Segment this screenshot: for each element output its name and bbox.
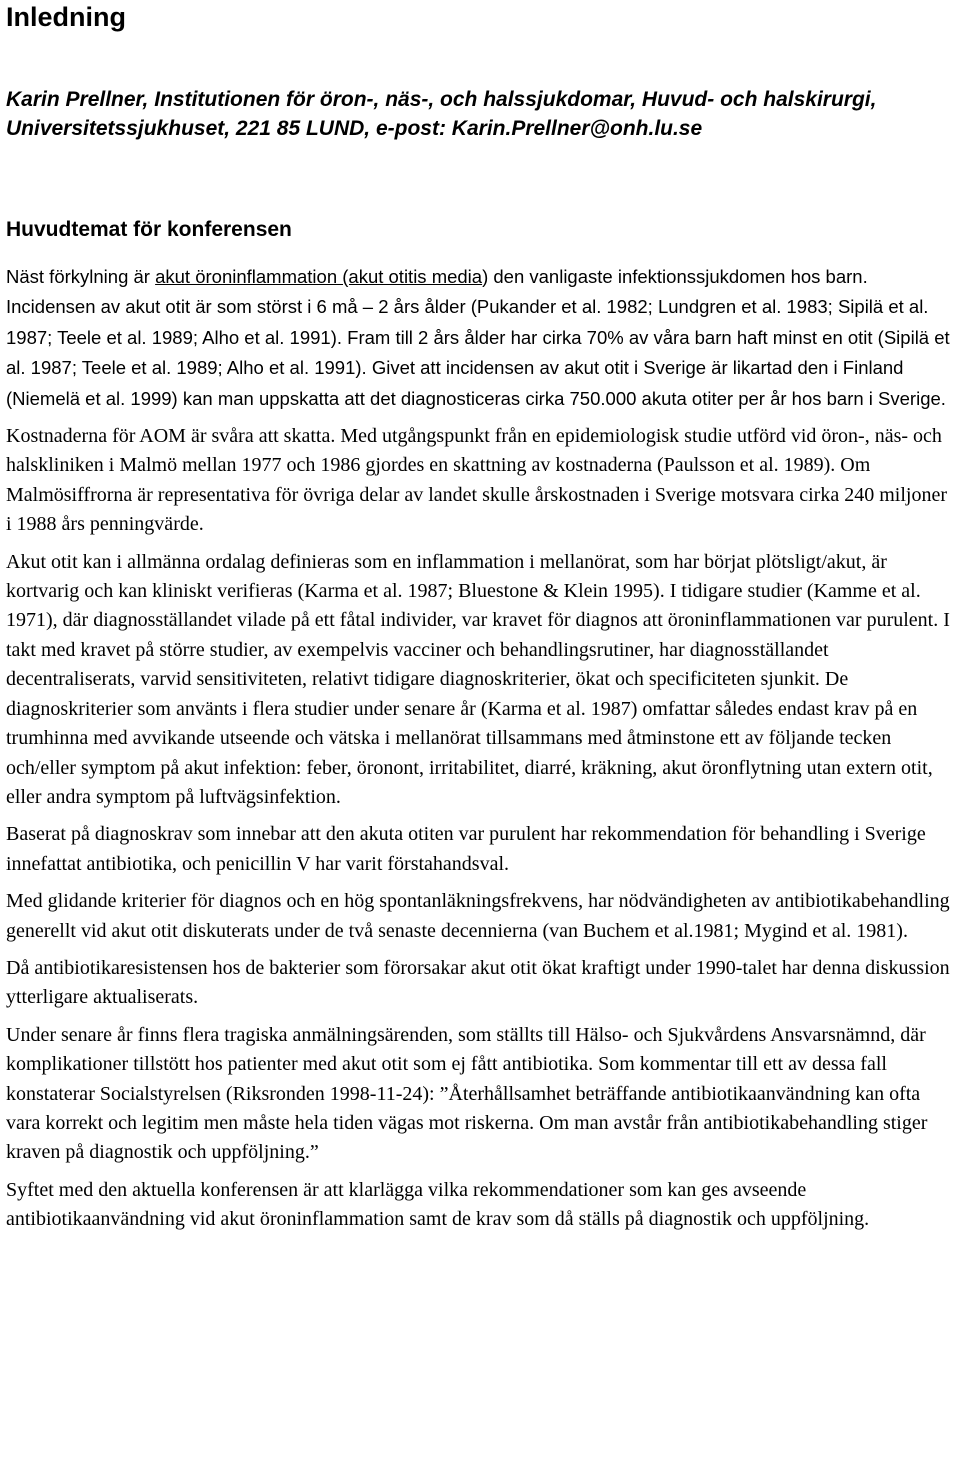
paragraph-text: Näst förkylning är <box>6 266 156 287</box>
page-title: Inledning <box>6 2 126 32</box>
paragraph-treatment: Baserat på diagnoskrav som innebar att den akuta otiten var purulent har rekommendation för behandling i Sverige innefattat antibiotika, och penicillin V har varit förstahandsval. <box>6 823 926 875</box>
paragraph-criteria: Med glidande kriterier för diagnos och en hög spontanläkningsfrekvens, har nödvändigheten av antibiotikabehandling generellt vid akut otit diskuterats under de två senaste decennierna (van Buchem et al.1981; Mygind et al. 1981). <box>6 890 950 942</box>
underlined-term: akut öroninflammation (akut otitis media <box>155 266 483 287</box>
paragraph-resistance: Då antibiotikaresistensen hos de bakterier som förorsakar akut otit ökat kraftigt under 1990-talet har denna diskussion ytterligare aktualiserats. <box>6 956 950 1009</box>
body-text <box>6 262 956 1243</box>
paragraph-text: ) den vanligaste infektionssjukdomen hos barn. <box>482 266 868 287</box>
paragraph-purpose: Syftet med den aktuella konferensen är att klarlägga vilka rekommendationer som kan ges avseende antibiotikaanvändning vid akut öroninflammation samt de krav som då ställs på diagnostik och uppföljning. <box>6 1178 870 1231</box>
paragraph-intro <box>6 262 956 414</box>
paragraph-cases: Under senare år finns flera tragiska anmälningsärenden, som ställts till Hälso- och Sjukvårdens Ansvarsnämnd, där komplikationer tillstött hos patienter med akut otit som ej fått antibiotika. Som kommentar till ett av dessa fall konstaterar Socialstyrelsen (Riksronden 1998-11-24): ”Återhållsamhet beträffande antibiotikaanvändning kan ofta vara korrekt och legitim men måste hela tiden vägas mot riskerna. Om man avstår från antibiotikabehandling stiger kraven på diagnostik och uppföljning.” <box>6 1023 928 1164</box>
author-affiliation: Karin Prellner, Institutionen för öron-, näs-, och halssjukdomar, Huvud- och halskirurgi, Universitetssjukhuset, 221 85 LUND, e-post: Karin.Prellner@onh.lu.se <box>6 88 877 140</box>
paragraph-text: Incidensen av akut otit är som störst i 6 må – 2 års ålder (Pukander et al. <box>6 296 602 318</box>
paragraph-costs: Kostnaderna för AOM är svåra att skatta. Med utgångspunkt från en epidemiologisk studie utförd vid öron-, näs- och halskliniken i Malmö mellan 1977 och 1986 gjordes en skattning av kostnaderna (Paulsson et al. 1989). Om Malmösiffrorna är representativa för övriga delar av landet skulle årskostnaden i Sverige motsvara cirka 240 miljoner i 1988 års penningvärde. <box>6 425 947 536</box>
paragraph-text: 1982; Lundgren et al. 1983; Sipilä et al. 1987; Teele et al. 1989; Alho et al. 1991). Fram till 2 års ålder har cirka 70% av våra barn haft minst en otit (Sipilä et al. 1987; Teele et al. 1989; Alho et al. 1991). Givet att incidensen av akut otit i Sverige är likartad den i Finland (Niemelä et al. 1999) kan man uppskatta att det diagnosticeras cirka 750.000 akuta otiter per år hos barn i Sverige. <box>6 296 950 409</box>
section-heading: Huvudtemat för konferensen <box>6 218 292 241</box>
paragraph-definition: Akut otit kan i allmänna ordalag definieras som en inflammation i mellanörat, som har börjat plötsligt/akut, är kortvarig och kan kliniskt verifieras (Karma et al. 1987; Bluestone & Klein 1995). I tidigare studier (Kamme et al. 1971), där diagnosställandet vilade på ett fåtal individer, var kravet för diagnos att öroninflammationen var purulent. I takt med kravet på större studier, av exempelvis vacciner och behandlingsrutiner, har diagnosställandet decentraliserats, varvid sensitiviteten, relativt tidigare diagnoskriterier, ökat och specificiteten sjunkit. De diagnoskriterier som använts i flera studier under senare år (Karma et al. 1987) omfattar således endast krav på en trumhinna med avvikande utseende och vätska i mellanörat tillsammans med åtminstone ett av följande tecken och/eller symptom på akut infektion: feber, öronont, irritabilitet, diarré, kräkning, akut öronflytning utan extern otit, eller andra symptom på luftvägsinfektion. <box>6 550 950 808</box>
